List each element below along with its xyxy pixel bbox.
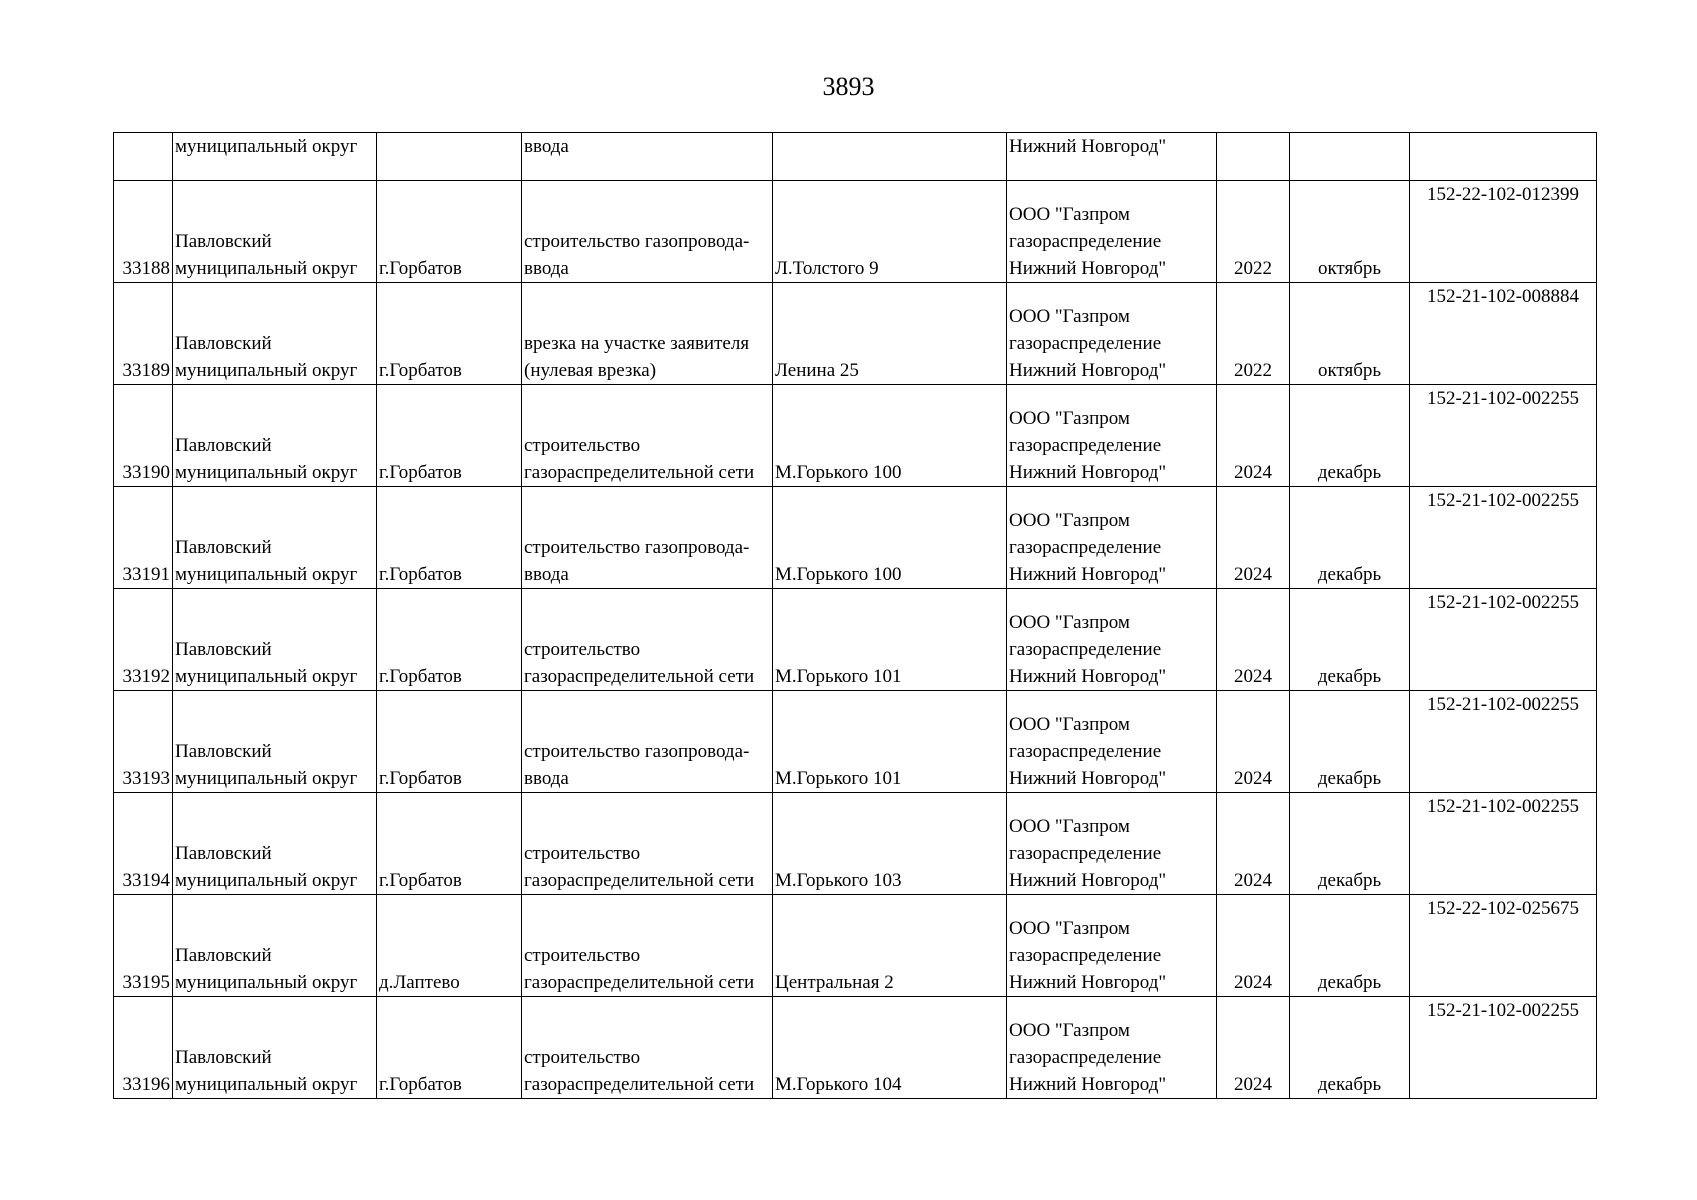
cell-work: ввода — [522, 133, 773, 181]
cell-work — [522, 997, 773, 1099]
cell-work-line: ввода — [524, 564, 569, 585]
cell-organization-line: газораспределение — [1009, 435, 1162, 456]
cell-work-line: ввода — [524, 258, 569, 279]
cell-work-line: (нулевая врезка) — [524, 360, 657, 381]
cell-district-line: Павловский — [175, 537, 272, 558]
cell-number: 33189 — [114, 283, 173, 385]
cell-code — [1410, 133, 1597, 181]
cell-organization — [1007, 589, 1217, 691]
table-row — [114, 589, 1597, 691]
cell-organization — [1007, 793, 1217, 895]
cell-locality: г.Горбатов — [377, 691, 522, 793]
cell-work — [522, 691, 773, 793]
cell-organization — [1007, 895, 1217, 997]
cell-district — [173, 895, 377, 997]
cell-district — [173, 181, 377, 283]
cell-locality: г.Горбатов — [377, 385, 522, 487]
cell-district-line: муниципальный округ — [175, 258, 358, 279]
table-row-continued — [114, 133, 1597, 181]
cell-locality: д.Лаптево — [377, 895, 522, 997]
cell-organization-line: ООО "Газпром — [1009, 816, 1130, 837]
cell-work-line: врезка на участке заявителя — [524, 333, 750, 354]
cell-code: 152-21-102-008884 — [1410, 283, 1597, 385]
cell-work-line: ввода — [524, 768, 569, 789]
page-number: 3893 — [822, 72, 875, 101]
cell-month: октябрь — [1290, 181, 1410, 283]
cell-district-line: муниципальный округ — [175, 360, 358, 381]
cell-organization-line: газораспределение — [1009, 537, 1162, 558]
cell-work-line: газораспределительной сети — [524, 870, 755, 891]
cell-address: Л.Толстого 9 — [773, 181, 1007, 283]
cell-district-line: Павловский — [175, 741, 272, 762]
cell-number: 33196 — [114, 997, 173, 1099]
cell-address: Центральная 2 — [773, 895, 1007, 997]
cell-number — [114, 133, 173, 181]
cell-work-line: строительство — [524, 1047, 641, 1068]
cell-month: декабрь — [1290, 589, 1410, 691]
cell-work-line: строительство — [524, 639, 641, 660]
cell-organization-line: газораспределение — [1009, 231, 1162, 252]
cell-work — [522, 895, 773, 997]
cell-district-line: муниципальный округ — [175, 768, 358, 789]
cell-month: декабрь — [1290, 487, 1410, 589]
cell-district — [173, 283, 377, 385]
cell-organization-line: ООО "Газпром — [1009, 510, 1130, 531]
cell-number: 33188 — [114, 181, 173, 283]
cell-code: 152-22-102-025675 — [1410, 895, 1597, 997]
cell-work-line: строительство газопровода- — [524, 741, 750, 762]
cell-organization-line: Нижний Новгород" — [1009, 360, 1167, 381]
cell-number: 33195 — [114, 895, 173, 997]
cell-locality: г.Горбатов — [377, 283, 522, 385]
cell-year: 2024 — [1217, 487, 1290, 589]
cell-organization — [1007, 385, 1217, 487]
cell-number: 33192 — [114, 589, 173, 691]
cell-work — [522, 181, 773, 283]
cell-district-line: Павловский — [175, 231, 272, 252]
cell-organization-line: Нижний Новгород" — [1009, 666, 1167, 687]
cell-organization — [1007, 997, 1217, 1099]
cell-district-line: муниципальный округ — [175, 462, 358, 483]
cell-address: М.Горького 101 — [773, 691, 1007, 793]
cell-district-line: Павловский — [175, 333, 272, 354]
cell-address: М.Горького 100 — [773, 487, 1007, 589]
cell-code: 152-22-102-012399 — [1410, 181, 1597, 283]
cell-district — [173, 589, 377, 691]
cell-locality — [377, 133, 522, 181]
cell-organization-line: Нижний Новгород" — [1009, 870, 1167, 891]
cell-district-line: муниципальный округ — [175, 1074, 358, 1095]
cell-year: 2024 — [1217, 589, 1290, 691]
cell-year: 2024 — [1217, 691, 1290, 793]
cell-organization-line: газораспределение — [1009, 333, 1162, 354]
cell-number: 33191 — [114, 487, 173, 589]
cell-organization-line: ООО "Газпром — [1009, 408, 1130, 429]
cell-work-line: строительство газопровода- — [524, 537, 750, 558]
cell-district — [173, 793, 377, 895]
cell-organization-line: газораспределение — [1009, 843, 1162, 864]
cell-year — [1217, 133, 1290, 181]
cell-organization-line: ООО "Газпром — [1009, 612, 1130, 633]
cell-district-line: муниципальный округ — [175, 870, 358, 891]
cell-work-line: газораспределительной сети — [524, 1074, 755, 1095]
cell-district — [173, 997, 377, 1099]
cell-district-line: муниципальный округ — [175, 972, 358, 993]
cell-work — [522, 589, 773, 691]
cell-work-line: строительство — [524, 435, 641, 456]
cell-district: муниципальный округ — [173, 133, 377, 181]
cell-month: декабрь — [1290, 895, 1410, 997]
cell-code: 152-21-102-002255 — [1410, 793, 1597, 895]
cell-organization-line: Нижний Новгород" — [1009, 564, 1167, 585]
cell-work-line: газораспределительной сети — [524, 462, 755, 483]
cell-number: 33193 — [114, 691, 173, 793]
cell-year: 2024 — [1217, 997, 1290, 1099]
table-row — [114, 487, 1597, 589]
cell-organization-line: Нижний Новгород" — [1009, 462, 1167, 483]
table-row — [114, 997, 1597, 1099]
cell-address: М.Горького 104 — [773, 997, 1007, 1099]
cell-work-line: газораспределительной сети — [524, 972, 755, 993]
table-row — [114, 283, 1597, 385]
table-row — [114, 793, 1597, 895]
cell-work — [522, 385, 773, 487]
cell-organization-line: Нижний Новгород" — [1009, 258, 1167, 279]
cell-month — [1290, 133, 1410, 181]
cell-month: декабрь — [1290, 997, 1410, 1099]
cell-district-line: Павловский — [175, 843, 272, 864]
cell-number: 33194 — [114, 793, 173, 895]
cell-work-line: строительство газопровода- — [524, 231, 750, 252]
cell-code: 152-21-102-002255 — [1410, 589, 1597, 691]
cell-organization-line: ООО "Газпром — [1009, 1020, 1130, 1041]
cell-organization-line: ООО "Газпром — [1009, 204, 1130, 225]
cell-month: декабрь — [1290, 793, 1410, 895]
cell-year: 2022 — [1217, 181, 1290, 283]
table-row — [114, 385, 1597, 487]
cell-locality: г.Горбатов — [377, 997, 522, 1099]
cell-district — [173, 385, 377, 487]
cell-address: М.Горького 101 — [773, 589, 1007, 691]
cell-year: 2022 — [1217, 283, 1290, 385]
cell-month: декабрь — [1290, 385, 1410, 487]
table-row — [114, 895, 1597, 997]
cell-code: 152-21-102-002255 — [1410, 487, 1597, 589]
cell-year: 2024 — [1217, 793, 1290, 895]
cell-address — [773, 133, 1007, 181]
cell-locality: г.Горбатов — [377, 793, 522, 895]
cell-locality: г.Горбатов — [377, 487, 522, 589]
cell-organization-line: Нижний Новгород" — [1009, 972, 1167, 993]
cell-district-line: Павловский — [175, 639, 272, 660]
cell-work — [522, 487, 773, 589]
cell-month: декабрь — [1290, 691, 1410, 793]
cell-organization-line: газораспределение — [1009, 945, 1162, 966]
cell-district — [173, 691, 377, 793]
cell-locality: г.Горбатов — [377, 181, 522, 283]
cell-district-line: муниципальный округ — [175, 666, 358, 687]
cell-organization-line: ООО "Газпром — [1009, 306, 1130, 327]
cell-year: 2024 — [1217, 895, 1290, 997]
cell-district-line: Павловский — [175, 435, 272, 456]
cell-code: 152-21-102-002255 — [1410, 385, 1597, 487]
cell-month: октябрь — [1290, 283, 1410, 385]
cell-code: 152-21-102-002255 — [1410, 997, 1597, 1099]
cell-organization-line: газораспределение — [1009, 1047, 1162, 1068]
cell-organization-line: газораспределение — [1009, 741, 1162, 762]
cell-organization — [1007, 181, 1217, 283]
cell-organization-line: Нижний Новгород" — [1009, 1074, 1167, 1095]
cell-district-line: муниципальный округ — [175, 564, 358, 585]
cell-organization-line: ООО "Газпром — [1009, 918, 1130, 939]
cell-district-line: Павловский — [175, 945, 272, 966]
cell-code: 152-21-102-002255 — [1410, 691, 1597, 793]
cell-organization-line: ООО "Газпром — [1009, 714, 1130, 735]
cell-work-line: строительство — [524, 945, 641, 966]
cell-work-line: газораспределительной сети — [524, 666, 755, 687]
cell-organization-line: газораспределение — [1009, 639, 1162, 660]
cell-address: М.Горького 103 — [773, 793, 1007, 895]
cell-organization — [1007, 691, 1217, 793]
cell-work — [522, 793, 773, 895]
cell-year: 2024 — [1217, 385, 1290, 487]
cell-locality: г.Горбатов — [377, 589, 522, 691]
cell-organization — [1007, 487, 1217, 589]
cell-organization — [1007, 283, 1217, 385]
cell-organization-line: Нижний Новгород" — [1009, 768, 1167, 789]
table-row — [114, 181, 1597, 283]
cell-district-line: Павловский — [175, 1047, 272, 1068]
cell-work — [522, 283, 773, 385]
table-row — [114, 691, 1597, 793]
cell-work-line: строительство — [524, 843, 641, 864]
gasification-table — [113, 132, 1597, 1099]
cell-number: 33190 — [114, 385, 173, 487]
cell-address: Ленина 25 — [773, 283, 1007, 385]
cell-organization: Нижний Новгород" — [1007, 133, 1217, 181]
cell-address: М.Горького 100 — [773, 385, 1007, 487]
cell-district — [173, 487, 377, 589]
